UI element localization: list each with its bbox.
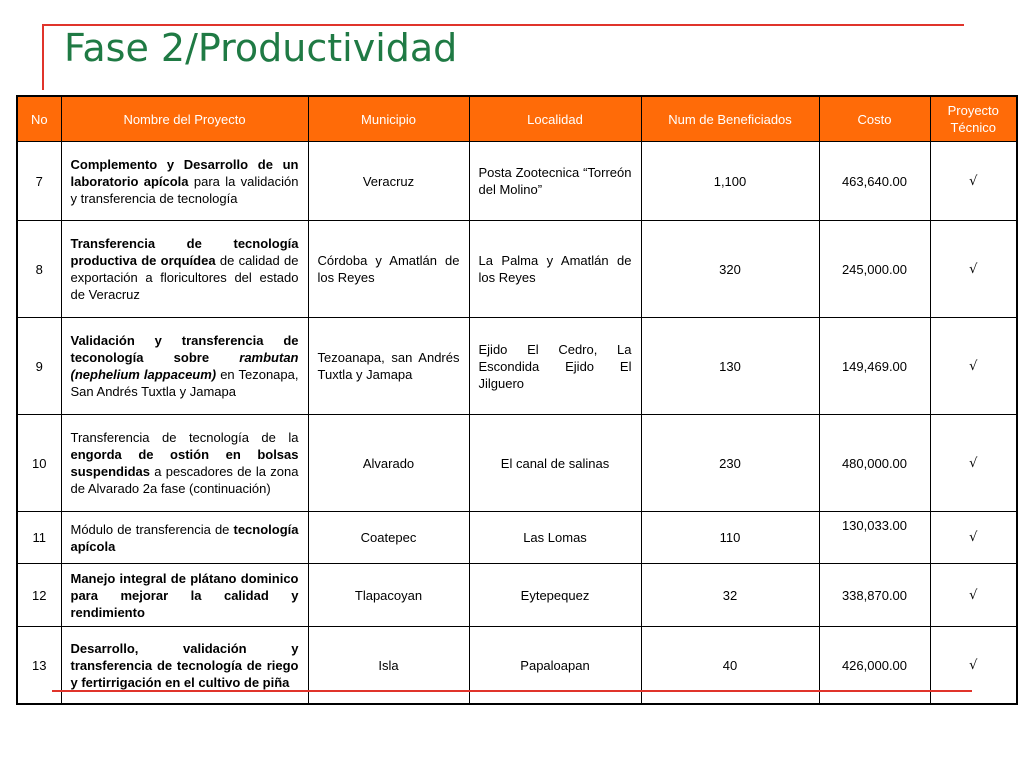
cell-municipio: Veracruz [308, 142, 469, 221]
cell-no: 10 [17, 415, 61, 512]
cell-beneficiados: 32 [641, 564, 819, 627]
name-part: Manejo integral de plátano dominico para mejorar la calidad y rendimiento [70, 570, 299, 620]
name-part: tecnología apícola [70, 521, 299, 554]
table-row [17, 627, 1017, 705]
slide-title: Fase 2/Productividad [64, 26, 458, 70]
cell-localidad: El canal de salinas [469, 415, 641, 512]
name-part: Complemento y Desarrollo de un laboratorio apícola [70, 156, 299, 189]
name-part: Desarrollo, validación y transferencia de tecnología de riego y fertirrigación en el cultivo de piña [70, 640, 299, 690]
cell-beneficiados: 320 [641, 221, 819, 318]
cell-localidad: La Palma y Amatlán de los Reyes [469, 221, 641, 318]
cell-costo: 338,870.00 [819, 564, 930, 627]
header-project-name: Nombre del Proyecto [61, 96, 308, 142]
decorative-left-line [42, 24, 44, 90]
cell-municipio: Córdoba y Amatlán de los Reyes [308, 221, 469, 318]
cell-localidad: Eytepequez [469, 564, 641, 627]
cell-municipio: Tlapacoyan [308, 564, 469, 627]
cell-beneficiados: 110 [641, 512, 819, 564]
check-mark-icon: √ [930, 512, 1017, 564]
cell-no: 13 [17, 627, 61, 705]
cell-costo: 130,033.00 [819, 512, 930, 564]
header-municipio: Municipio [308, 96, 469, 142]
cell-project-name [61, 221, 308, 318]
cell-no: 8 [17, 221, 61, 318]
check-mark-icon: √ [930, 564, 1017, 627]
table-row [17, 318, 1017, 415]
name-part: Transferencia de tecnología de la [70, 430, 299, 445]
cell-costo: 426,000.00 [819, 627, 930, 705]
cell-costo: 463,640.00 [819, 142, 930, 221]
name-part: para la validación y transferencia de tecnología [70, 173, 299, 206]
cell-project-name [61, 318, 308, 415]
cell-municipio: Coatepec [308, 512, 469, 564]
header-proyecto-tecnico-line2: Técnico [950, 120, 997, 135]
cell-project-name [61, 512, 308, 564]
header-costo: Costo [819, 96, 930, 142]
table-header-row [17, 96, 1017, 142]
cell-no: 12 [17, 564, 61, 627]
header-proyecto-tecnico [930, 96, 1017, 142]
header-beneficiados: Num de Beneficiados [641, 96, 819, 142]
cell-municipio: Tezoanapa, san Andrés Tuxtla y Jamapa [308, 318, 469, 415]
cell-beneficiados: 1,100 [641, 142, 819, 221]
cell-localidad: Ejido El Cedro, La Escondida Ejido El Jilguero [469, 318, 641, 415]
name-part: engorda de ostión en bolsas suspendidas [70, 447, 299, 479]
name-part: rambutan (nephelium lappaceum) [70, 350, 299, 382]
cell-localidad: Las Lomas [469, 512, 641, 564]
projects-table [16, 95, 1018, 705]
table-row [17, 512, 1017, 564]
decorative-bottom-line [52, 690, 972, 692]
check-mark-icon: √ [930, 415, 1017, 512]
name-part: Transferencia de tecnología productiva de orquídea [70, 236, 299, 268]
check-mark-icon: √ [930, 142, 1017, 221]
cell-beneficiados: 130 [641, 318, 819, 415]
table-row [17, 221, 1017, 318]
cell-localidad: Papaloapan [469, 627, 641, 705]
name-part: a pescadores de la zona de Alvarado 2a fase (continuación) [70, 464, 299, 496]
cell-costo: 245,000.00 [819, 221, 930, 318]
cell-localidad: Posta Zootecnica “Torreón del Molino” [469, 142, 641, 221]
cell-no: 7 [17, 142, 61, 221]
name-part: Módulo de transferencia de [70, 521, 234, 537]
cell-project-name [61, 627, 308, 705]
table-row [17, 415, 1017, 512]
header-proyecto-tecnico-line1: Proyecto [947, 103, 999, 118]
cell-no: 11 [17, 512, 61, 564]
cell-municipio: Isla [308, 627, 469, 705]
cell-project-name [61, 564, 308, 627]
check-mark-icon: √ [930, 221, 1017, 318]
table-row [17, 142, 1017, 221]
name-part: en Tezonapa, San Andrés Tuxtla y Jamapa [70, 367, 299, 399]
name-part: de calidad de exportación a floricultores del estado de Veracruz [70, 253, 299, 302]
header-no: No [17, 96, 61, 142]
name-part: Validación y transferencia de teconología sobre [70, 333, 299, 365]
cell-project-name [61, 142, 308, 221]
cell-project-name [61, 415, 308, 512]
cell-no: 9 [17, 318, 61, 415]
cell-costo: 149,469.00 [819, 318, 930, 415]
table-row [17, 564, 1017, 627]
cell-beneficiados: 40 [641, 627, 819, 705]
cell-beneficiados: 230 [641, 415, 819, 512]
cell-municipio: Alvarado [308, 415, 469, 512]
check-mark-icon: √ [930, 627, 1017, 705]
check-mark-icon: √ [930, 318, 1017, 415]
cell-costo: 480,000.00 [819, 415, 930, 512]
header-localidad: Localidad [469, 96, 641, 142]
